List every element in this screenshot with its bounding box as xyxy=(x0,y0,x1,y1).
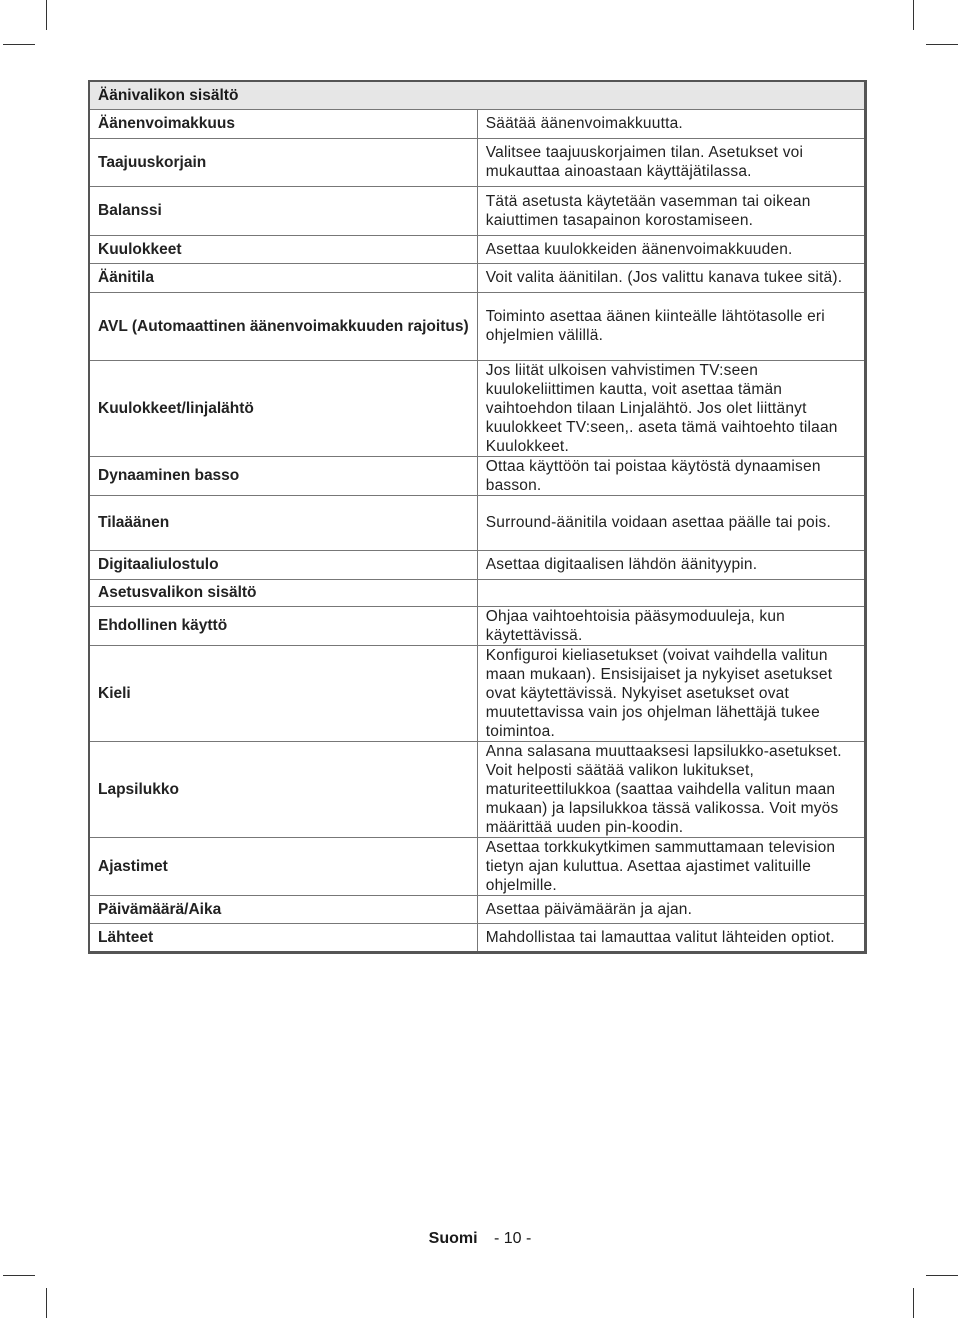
row-value: Valitsee taajuuskorjaimen tilan. Asetukset voi mukauttaa ainoastaan käyttäjätilassa. xyxy=(477,138,865,186)
section-header-row xyxy=(89,81,866,109)
row-value: Voit valita äänitilan. (Jos valittu kanava tukee sitä). xyxy=(477,263,865,292)
crop-mark xyxy=(46,1288,47,1318)
row-value: Tätä asetusta käytetään vasemman tai oikean kaiuttimen tasapainon korostamiseen. xyxy=(477,186,865,235)
table-row xyxy=(89,263,866,292)
row-value: Asettaa kuulokkeiden äänenvoimakkuuden. xyxy=(477,235,865,263)
row-key: Lähteet xyxy=(89,923,477,952)
sound-menu-header: Äänivalikon sisältö xyxy=(89,81,866,109)
table-row xyxy=(89,186,866,235)
settings-menu-header: Asetusvalikon sisältö xyxy=(89,579,477,606)
row-key: AVL (Automaattinen äänenvoimakkuuden rajoitus) xyxy=(89,292,477,360)
row-key: Ajastimet xyxy=(89,837,477,895)
row-key: Lapsilukko xyxy=(89,741,477,837)
table-row xyxy=(89,495,866,550)
row-value: Ottaa käyttöön tai poistaa käytöstä dynaamisen basson. xyxy=(477,456,865,495)
row-value: Asettaa torkkukytkimen sammuttamaan television tietyn ajan kuluttua. Asettaa ajastimet valituille ohjelmille. xyxy=(477,837,865,895)
row-value: Konfiguroi kieliasetukset (voivat vaihdella valitun maan mukaan). Ensisijaiset ja nykyiset asetukset ovat käytettävissä. Nykyiset asetukset ovat muutettavissa vain jos ohjelman lähettäjä tukee toimintoa. xyxy=(477,645,865,741)
row-key: Dynaaminen basso xyxy=(89,456,477,495)
row-value: Anna salasana muuttaaksesi lapsilukko-asetukset. Voit helposti säätää valikon lukitukset, maturiteettilukkoa (saattaa vaihdella valitun maan mukaan) ja lapsilukkoa tässä valikossa. Voit myös määrittää uuden pin-koodin. xyxy=(477,741,865,837)
crop-mark xyxy=(913,0,914,30)
empty-cell xyxy=(477,579,865,606)
row-value: Säätää äänenvoimakkuutta. xyxy=(477,109,865,138)
table-row xyxy=(89,550,866,579)
row-key: Äänitila xyxy=(89,263,477,292)
row-value: Asettaa digitaalisen lähdön äänityypin. xyxy=(477,550,865,579)
row-key: Ehdollinen käyttö xyxy=(89,606,477,645)
row-value: Ohjaa vaihtoehtoisia pääsymoduuleja, kun käytettävissä. xyxy=(477,606,865,645)
row-key: Balanssi xyxy=(89,186,477,235)
row-key: Päivämäärä/Aika xyxy=(89,895,477,923)
page-number: - 10 - xyxy=(494,1230,532,1247)
row-key: Tilaäänen xyxy=(89,495,477,550)
row-key: Kieli xyxy=(89,645,477,741)
row-key: Äänenvoimakkuus xyxy=(89,109,477,138)
footer-language: Suomi xyxy=(428,1230,478,1247)
table-row xyxy=(89,645,866,741)
row-key: Kuulokkeet xyxy=(89,235,477,263)
crop-mark xyxy=(46,0,47,30)
row-value: Toiminto asettaa äänen kiinteälle lähtötasolle eri ohjelmien välillä. xyxy=(477,292,865,360)
crop-mark xyxy=(3,44,35,45)
section-header-row xyxy=(89,579,866,606)
table-row xyxy=(89,109,866,138)
crop-mark xyxy=(926,44,958,45)
row-key: Digitaaliulostulo xyxy=(89,550,477,579)
crop-mark xyxy=(926,1275,958,1276)
table-row xyxy=(89,138,866,186)
page-footer xyxy=(0,1230,960,1248)
table-row xyxy=(89,456,866,495)
crop-mark xyxy=(913,1288,914,1318)
table-row xyxy=(89,923,866,952)
table-row xyxy=(89,292,866,360)
row-value: Surround-äänitila voidaan asettaa päälle tai pois. xyxy=(477,495,865,550)
row-key: Kuulokkeet/linjalähtö xyxy=(89,360,477,456)
crop-mark xyxy=(3,1275,35,1276)
table-row xyxy=(89,235,866,263)
row-value: Asettaa päivämäärän ja ajan. xyxy=(477,895,865,923)
table-row xyxy=(89,837,866,895)
menu-content-table xyxy=(88,80,867,954)
row-value: Mahdollistaa tai lamauttaa valitut lähteiden optiot. xyxy=(477,923,865,952)
table-row xyxy=(89,741,866,837)
table-row xyxy=(89,606,866,645)
row-key: Taajuuskorjain xyxy=(89,138,477,186)
row-value: Jos liität ulkoisen vahvistimen TV:seen kuulokeliittimen kautta, voit asettaa tämän vaihtoehdon tilaan Linjalähtö. Jos olet liittänyt kuulokkeet TV:seen,. aseta tämä vaihtoehto tilaan Kuulokkeet. xyxy=(477,360,865,456)
table-row xyxy=(89,895,866,923)
table-row xyxy=(89,360,866,456)
